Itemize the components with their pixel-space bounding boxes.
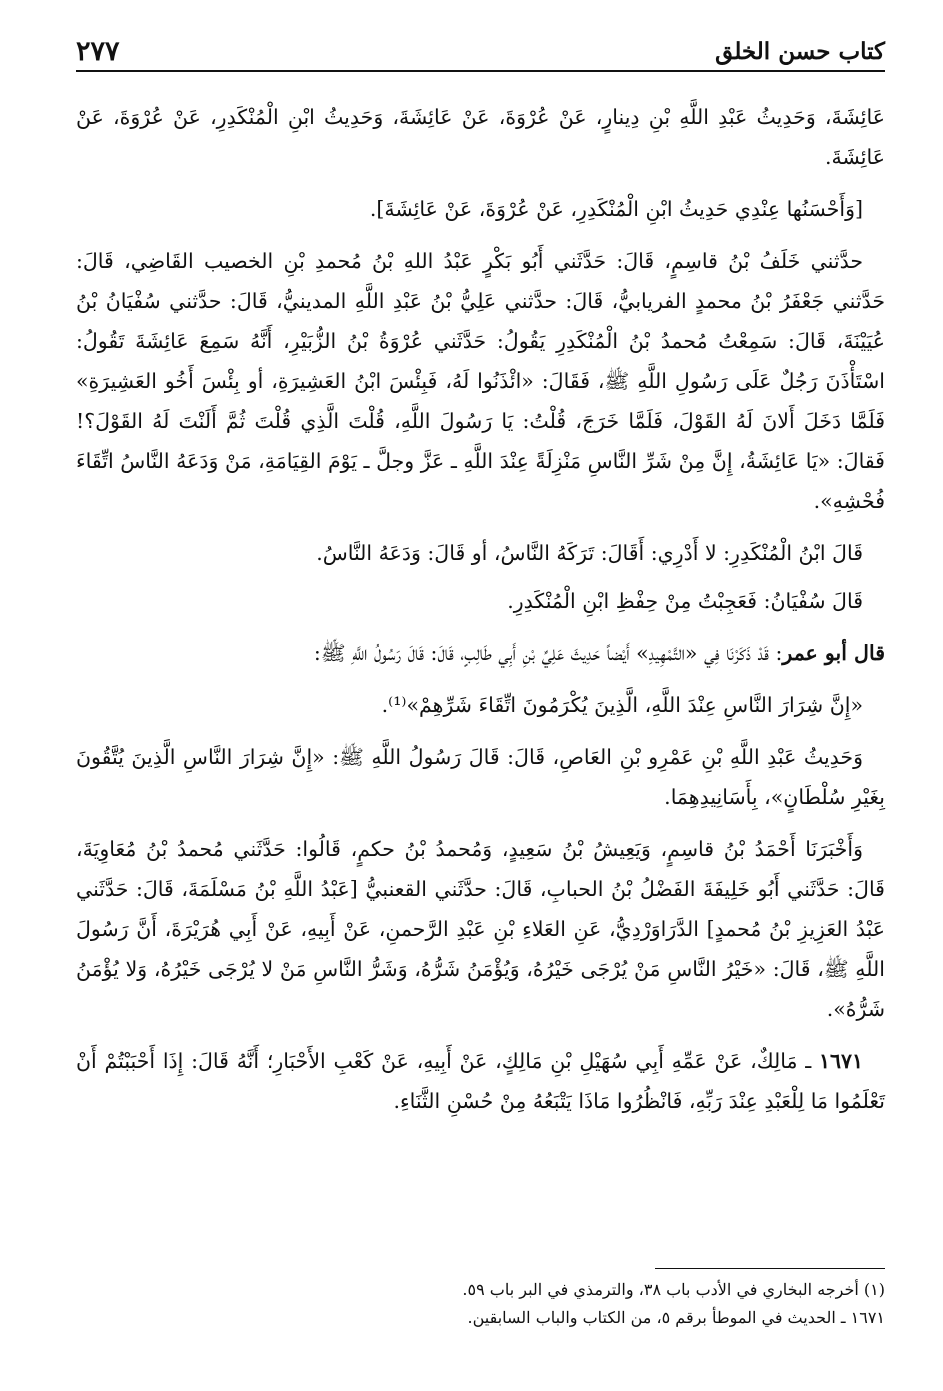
speaker-label: قال أبو عمر <box>782 641 885 665</box>
book-title: كتاب حسن الخلق <box>715 38 885 65</box>
paragraph: حدَّثني خَلَفُ بْنُ قاسِمٍ، قَالَ: حَدَّثَني أَبُو بَكْرٍ عَبْدُ اللهِ بْنُ مُحمدِ بْنِ الخصيب القَاضِي، قَالَ: حَدَّثني جَعْفَرُ بْنُ محمدٍ الفريابيُّ، قَالَ: حدَّثني عَلِيُّ بْنُ عَبْدِ اللَّهِ المدينيُّ، قَالَ: حدَّثني سُفْيَانُ بْنُ عُيَيْنَةَ، قَالَ: سَمِعْتُ مُحمدُ بْنُ الْمُنْكَدِرِ يَقُولُ: حَدَّثَني عُرْوَةُ بْنُ الزُّبَيْرِ، أَنَّهُ سَمِعَ عَائِشَةَ تَقُولُ: اسْتَأْذَنَ رَجُلٌ عَلَى رَسُولِ اللَّهِ ﷺ، فَقَالَ: «ائْذَنُوا لَهُ، فَبِئْسَ ابْنُ العَشِيرَةِ، أو بِئْسَ أَخُو العَشِيرَةِ» فَلَمَّا دَخَلَ أَلانَ لَهُ القَوْلَ، فَلَمَّا خَرَجَ، قُلْتُ: يَا رَسُولَ اللَّهِ، قُلْتَ الَّذِي قُلْتَ ثُمَّ أَلَنْتَ لَهُ القَوْلَ؟! فَقالَ: «يَا عَائِشَةُ، إِنَّ مِنْ شَرِّ النَّاسِ مَنْزِلَةً عِنْدَ اللَّهِ ـ عَزَّ وجلَّ ـ يَوْمَ القِيَامَةِ، مَنْ وَدَعَهُ النَّاسُ اتِّقَاءَ فُحْشِهِ». <box>76 249 885 513</box>
paragraph: وَحَدِيثُ عَبْدِ اللَّهِ بْنِ عَمْرِو بْنِ العَاصِ، قَالَ: قَالَ رَسُولُ اللَّهِ ﷺ: «إِنَّ شِرَارَ النَّاسِ الَّذِينَ يُتَّقُونَ بِغَيْرِ سُلْطَانٍ»، بِأَسَانِيدِهِمَا. <box>76 745 885 809</box>
hadith-text: ـ مَالِكٌ، عَنْ عَمِّهِ أَبِي سُهَيْلِ بْنِ مَالِكٍ، عَنْ أَبِيهِ، عَنْ كَعْبِ الأَحْبَارِ؛ أَنَّهُ قَالَ: إِذَا أَحْبَبْتُمْ أَنْ تَعْلَمُوا مَا لِلْعَبْدِ عِنْدَ رَبِّهِ، فَانْظُرُوا مَاذَا يَتْبَعُهُ مِنْ حُسْنِ الثَّنَاءِ. <box>76 1049 885 1113</box>
footnote-divider <box>655 1268 885 1269</box>
page-number: ٢٧٧ <box>76 36 120 67</box>
footnotes <box>76 1276 885 1332</box>
abu-umar-text: : قَدْ ذَكَرْنَا فِي «التَّمْهِيدِ» أَيْضاً حَدِيثَ عَلِيِّ بْنِ أَبِي طَالِبٍ، قَالَ: قَالَ رَسُولُ اللَّهِ ﷺ: <box>313 641 783 665</box>
hadith-quote: «إِنَّ شِرَارَ النَّاسِ عِنْدَ اللَّهِ، الَّذِينَ يُكْرَمُونَ اتِّقَاءَ شَرِّهِمْ»⁽¹⁾. <box>381 693 863 717</box>
paragraph: [وَأَحْسَنُها عِنْدِي حَدِيثُ ابْنِ الْمُنْكَدِرِ، عَنْ عُرْوَةَ، عَنْ عَائِشَةَ]. <box>369 197 863 221</box>
paragraph: وَأَخْبَرَنَا أَحْمَدُ بْنُ قاسِمٍ، وَيَعِيشُ بْنُ سَعِيدٍ، وَمُحمدُ بْنُ حكمٍ، قَالُوا: حَدَّثَني مُحمدُ بْنُ مُعَاوِيَةَ، قَالَ: حَدَّثَني أَبُو خَلِيفَةَ الفَضْلُ بْنُ الحبابِ، قَالَ: حدَّثَني القعنبيُّ [عَبْدُ اللَّهِ بْنُ مَسْلَمَةَ، قَالَ: حَدَّثَني عَبْدُ العَزِيزِ بْنُ مُحمدٍ] الدَّرَاوَرْدِيُّ، عَنِ العَلاءِ بْنِ عَبْدِ الرَّحمنِ، عَنْ أَبِيهِ، عَنْ أَبِي هُرَيْرَةَ، أَنَّ رَسُولَ اللَّهِ ﷺ، قَالَ: «خَيْرُ النَّاسِ مَنْ يُرْجَى خَيْرُهُ، وَيُؤْمَنُ شَرُّهُ، وَشَرُّ النَّاسِ مَنْ لا يُرْجَى خَيْرُهُ، وَلا يُؤْمَنُ شَرُّهُ». <box>76 837 885 1021</box>
paragraph: عَائِشَةَ، وَحَدِيثُ عَبْدِ اللَّهِ بْنِ دِينارٍ، عَنْ عُرْوَةَ، عَنْ عَائِشَةَ، وَحَدِيثُ ابْنِ الْمُنْكَدِرِ، عَنْ عُرْوَةَ، عَنْ عَائِشَةَ. <box>76 105 885 169</box>
page-header <box>76 24 885 72</box>
main-text <box>76 97 885 1133</box>
hadith-1671 <box>76 1041 885 1121</box>
hadith-number: ١٦٧١ <box>818 1049 863 1073</box>
paragraph: قَالَ ابْنُ الْمُنْكَدِرِ: لا أَدْرِي: أَقَالَ: تَرَكَهُ النَّاسُ، أو قَالَ: وَدَعَهُ النَّاسُ. <box>316 541 863 565</box>
footnote: (١) أخرجه البخاري في الأدب باب ٣٨، والترمذي في البر باب ٥٩. <box>462 1280 885 1299</box>
footnote: ١٦٧١ ـ الحديث في الموطأ برقم ٥، من الكتاب والباب السابقين. <box>467 1308 885 1327</box>
paragraph: قَالَ سُفْيَانُ: فَعَجِبْتُ مِنْ حِفْظِ ابْنِ الْمُنْكَدِرِ. <box>507 589 863 613</box>
abu-umar-paragraph <box>76 633 885 673</box>
